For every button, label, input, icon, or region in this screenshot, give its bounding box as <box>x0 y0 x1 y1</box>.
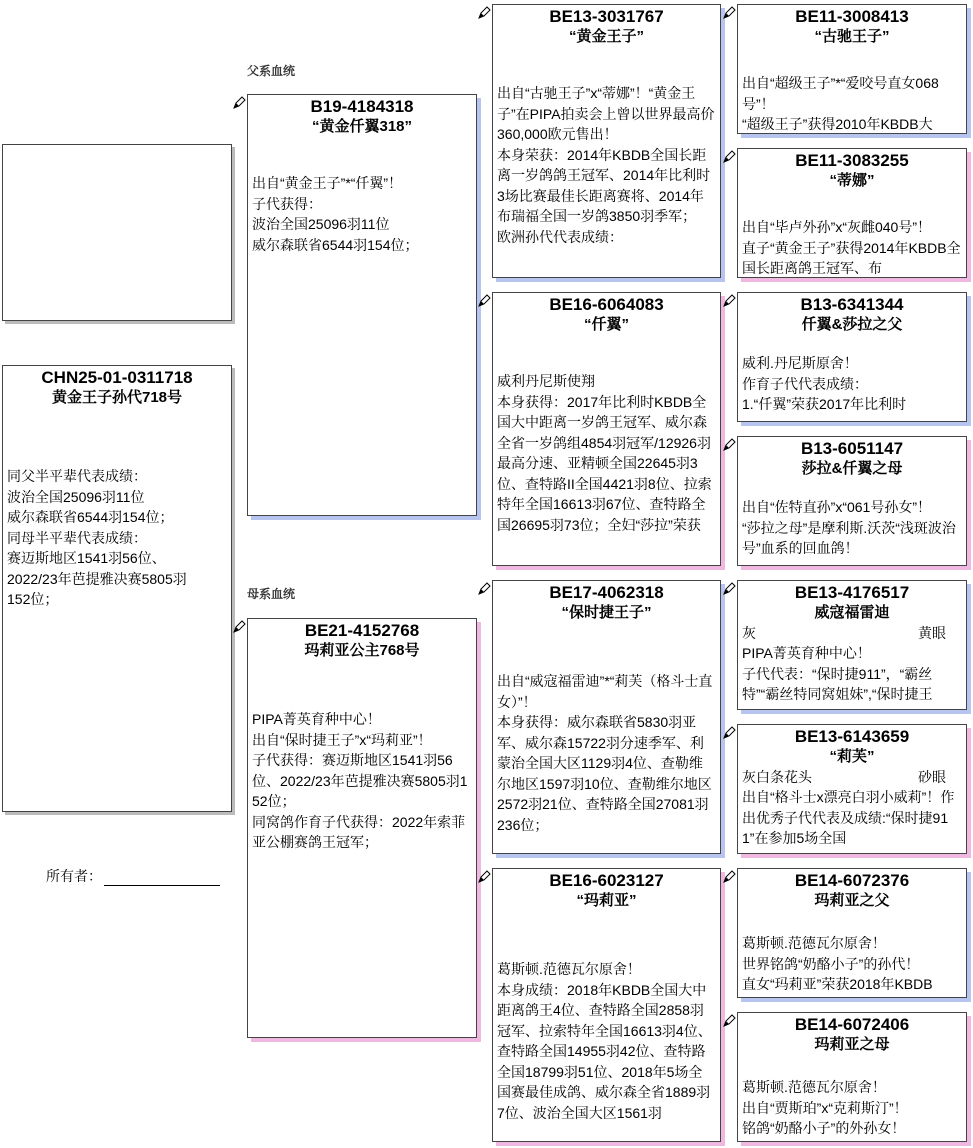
ddd-id: BE14-6072406 <box>794 1015 910 1034</box>
edit-pencil-icon[interactable] <box>722 870 736 884</box>
subject-name: 黄金王子孙代718号 <box>51 389 183 406</box>
edit-pencil-icon[interactable] <box>477 6 491 20</box>
sire-id: B19-4184318 <box>310 97 414 116</box>
edit-pencil-icon[interactable] <box>722 726 736 740</box>
ssd-card[interactable] <box>737 148 967 278</box>
dds-id: BE14-6072376 <box>794 871 910 890</box>
photo-placeholder <box>2 144 232 321</box>
sss-id: BE11-3008413 <box>795 7 909 26</box>
sire-dam-name: “仟翼” <box>583 316 629 333</box>
dsd-name: “莉芙” <box>829 748 875 765</box>
dam-section-label: 母系血统 <box>247 587 296 601</box>
sss-name: “古驰王子” <box>814 28 890 45</box>
ddd-body: 葛斯顿.范德瓦尔原舍！ 出自“贾斯珀”x“克莉斯汀”！ 铭鸽“奶酪小子”的外孙女！ <box>742 1079 908 1136</box>
ssd-body: 出自“毕卢外孙”x“灰雌040号”！ 直子“黄金王子”获得2014年KBDB全国长距离鸽王冠军、布 <box>742 219 961 276</box>
dds-card[interactable] <box>737 868 967 998</box>
edit-pencil-icon[interactable] <box>477 582 491 596</box>
edit-pencil-icon[interactable] <box>722 582 736 596</box>
sire-dam-id: BE16-6064083 <box>549 295 664 314</box>
ddd-card[interactable] <box>737 1012 967 1142</box>
dam-sire-card[interactable] <box>492 580 721 854</box>
edit-pencil-icon[interactable] <box>722 438 736 452</box>
dam-id: BE21-4152768 <box>304 621 420 640</box>
dsd-color-eye <box>738 767 966 787</box>
dam-body: PIPA菁英育种中心！ 出自“保时捷王子”x“玛莉亚”！ 子代获得：赛迈斯地区1541羽56位、2022/23年芭提雅决赛5805羽152位； 同窝鸽作育子代获得：2022年索菲亚公棚赛鸽王冠军； <box>252 711 468 850</box>
edit-pencil-icon[interactable] <box>477 870 491 884</box>
sds-id: B13-6341344 <box>800 295 904 314</box>
sdd-id: B13-6051147 <box>800 439 904 458</box>
dsd-body: 出自“格斗士x漂亮白羽小威莉”！作出优秀子代代表及成绩:“保时捷911”在参加5场全国 <box>742 789 955 846</box>
edit-pencil-icon[interactable] <box>722 1014 736 1028</box>
sds-card[interactable] <box>737 292 967 422</box>
sds-body: 威利.丹尼斯原舍！ 作育子代代表成绩： 1.“仟翼”荣获2017年比利时 <box>742 355 907 412</box>
sire-sire-body: 出自“古驰王子”x“蒂娜”！“黄金王子”在PIPA拍卖会上曾以世界最高价360,000欧元售出！ 本身荣获：2014年KBDB全国长距离一岁鸽鸽王冠军、2014年比利时3场比赛最佳长距离赛将、2014年布瑞福全国一岁鸽3850羽季军； 欧洲孙代代表成绩： <box>497 85 715 245</box>
dam-sire-name: “保时捷王子” <box>561 604 652 621</box>
dam-sire-body: 出自“威寇福雷迪”*“莉芙（格斗士直女）”！ 本身获得：威尔森联省5830羽亚军、威尔森15722羽分速季军、利蒙治全国大区1129羽4位、查勒维尔地区1597羽10位、查勒维尔地区2572羽21位、查特路全国27081羽236位； <box>497 673 713 833</box>
owner-blank-line[interactable] <box>104 871 220 886</box>
dam-dam-name: “玛莉亚” <box>576 892 637 909</box>
ssd-id: BE11-3083255 <box>795 151 909 170</box>
dss-body: PIPA菁英育种中心！ 子代代表：“保时捷911”，“霸丝特”“霸丝特同窝姐妹”,“保时捷王 <box>742 645 933 702</box>
dam-dam-body: 葛斯顿.范德瓦尔原舍！ 本身成绩：2018年KBDB全国大中距离鸽王4位、查特路全国2858羽冠军、拉索特年全国16613羽4位、查特路全国14955羽42位、查特路全国18799羽51位、2018年5场全国赛最佳成鸽、威尔森全省1889羽7位、波治全国大区1561羽 <box>497 961 712 1121</box>
dss-color-eye <box>738 623 966 643</box>
subject-card[interactable] <box>2 365 232 812</box>
dam-dam-card[interactable] <box>492 868 721 1142</box>
dss-eye: 黄眼 <box>918 625 946 641</box>
sire-dam-body: 威利丹尼斯使翔 本身获得：2017年比利时KBDB全国大中距离一岁鸽王冠军、威尔森全省一岁鸽组4854羽冠军/12926羽最高分速、亚精顿全国22645羽3位、查特路II全国4421羽8位、拉索特年全国16613羽67位、查特路全国26695羽73位；全妇“莎拉”荣获 <box>497 373 712 533</box>
dam-sire-id: BE17-4062318 <box>549 583 664 602</box>
dsd-color: 灰白条花头 <box>742 769 812 785</box>
subject-id: CHN25-01-0311718 <box>41 368 193 387</box>
dam-card[interactable] <box>247 618 477 1038</box>
edit-pencil-icon[interactable] <box>722 150 736 164</box>
sire-dam-card[interactable] <box>492 292 721 566</box>
sire-body: 出自“黄金王子”*“仟翼”！ 子代获得： 波治全国25096羽11位 威尔森联省6544羽154位； <box>252 175 419 253</box>
sdd-name: 莎拉&仟翼之母 <box>801 460 903 477</box>
dss-name: 威寇福雷迪 <box>814 604 890 621</box>
dam-dam-id: BE16-6023127 <box>549 871 664 890</box>
edit-pencil-icon[interactable] <box>232 96 246 110</box>
sdd-body: 出自“佐特直孙”x“061号孙女”！ “莎拉之母”是摩利斯.沃茨“浅斑波治号”血系的回血鸽！ <box>742 499 956 556</box>
sire-sire-card[interactable] <box>492 4 721 278</box>
owner-label: 所有者： <box>46 868 102 884</box>
sds-name: 仟翼&莎拉之父 <box>801 316 903 333</box>
dam-name: 玛莉亚公主768号 <box>304 642 420 659</box>
edit-pencil-icon[interactable] <box>232 620 246 634</box>
owner-field <box>46 866 220 886</box>
dss-id: BE13-4176517 <box>794 583 910 602</box>
edit-pencil-icon[interactable] <box>722 294 736 308</box>
ddd-name: 玛莉亚之母 <box>814 1036 890 1053</box>
dds-body: 葛斯顿.范德瓦尔原舍！ 世界铭鸽“奶酪小子”的孙代！ 直女“玛莉亚”荣获2018年KBDB <box>742 935 933 992</box>
dds-name: 玛莉亚之父 <box>814 892 890 909</box>
dsd-eye: 砂眼 <box>918 769 946 785</box>
dsd-id: BE13-6143659 <box>794 727 910 746</box>
sdd-card[interactable] <box>737 436 967 566</box>
dsd-card[interactable] <box>737 724 967 854</box>
sire-sire-id: BE13-3031767 <box>549 7 664 26</box>
sire-sire-name: “黄金王子” <box>568 28 644 45</box>
sire-name: “黄金仟翼318” <box>311 118 413 135</box>
sire-section-label: 父系血统 <box>247 64 296 78</box>
sire-card[interactable] <box>247 94 477 516</box>
edit-pencil-icon[interactable] <box>477 294 491 308</box>
dss-card[interactable] <box>737 580 967 710</box>
ssd-name: “蒂娜” <box>829 172 875 189</box>
subject-body: 同父半平辈代表成绩： 波治全国25096羽11位 威尔森联省6544羽154位； 同母半平辈代表成绩： 赛迈斯地区1541羽56位、 2022/23年芭提雅决赛5805羽 152位； <box>7 468 187 607</box>
sss-body: 出自“超级王子”*“爱咬号直女068号”！ “超级王子”获得2010年KBDB大 <box>742 75 939 132</box>
edit-pencil-icon[interactable] <box>722 6 736 20</box>
dss-color: 灰 <box>742 625 756 641</box>
sss-card[interactable] <box>737 4 967 134</box>
